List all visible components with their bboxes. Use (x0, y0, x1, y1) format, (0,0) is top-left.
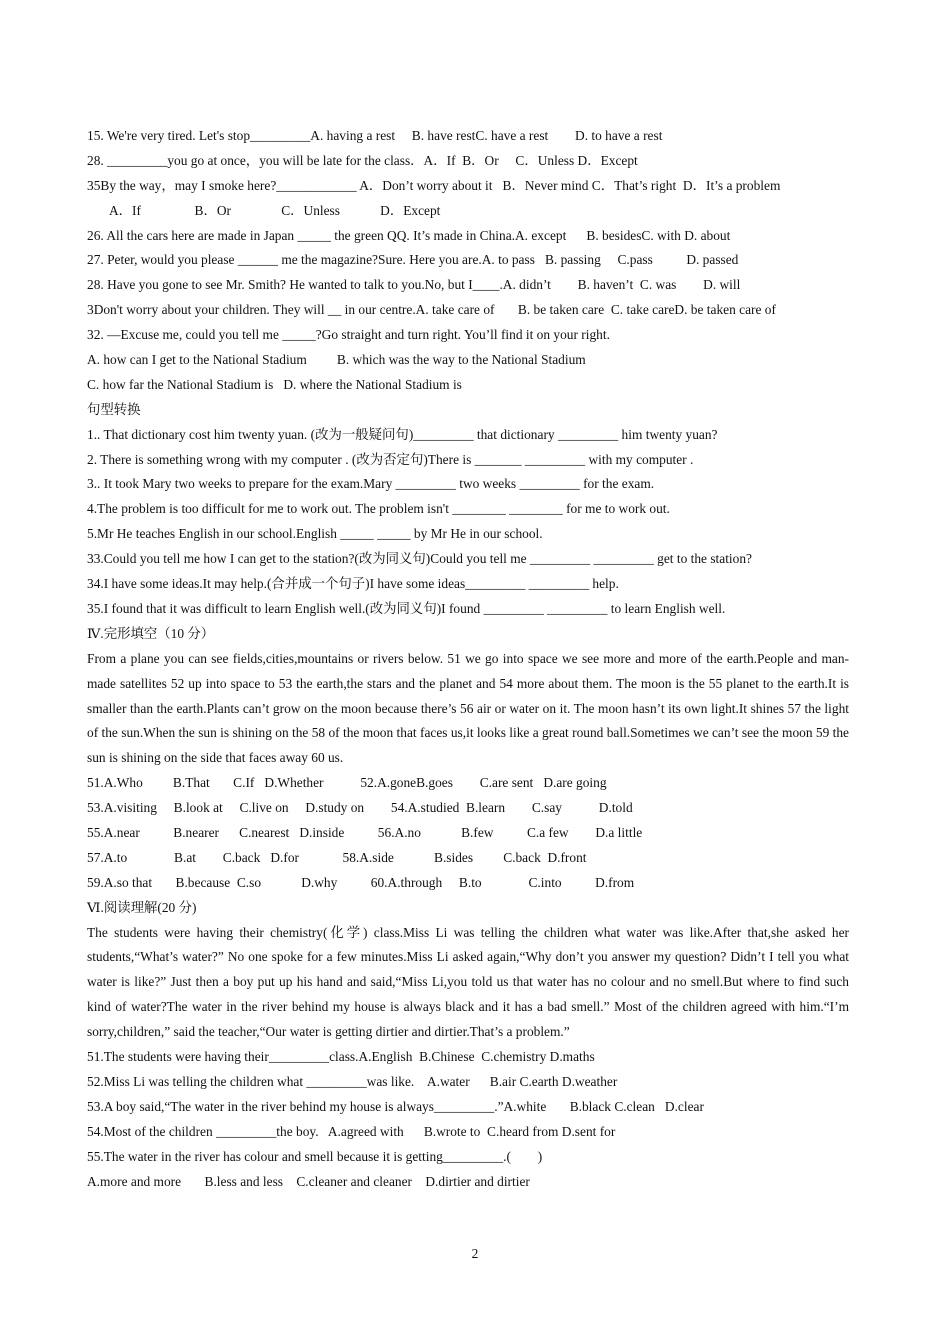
question-line: 26. All the cars here are made in Japan _____ the green QQ. It’s made in China.A. except B. besidesC. with D. about (87, 227, 731, 243)
cloze-options-line: 51.A.Who B.That C.If D.Whether 52.A.goneB.goes C.are sent D.are going (87, 775, 607, 791)
question-line: 28. Have you gone to see Mr. Smith? He wanted to talk to you.No, but I____.A. didn’t B. haven’t C. was D. will (87, 277, 741, 293)
reading-question: 51.The students were having their_________class.A.English B.Chinese C.chemistry D.maths (87, 1049, 595, 1065)
question-line: 27. Peter, would you please ______ me the magazine?Sure. Here you are.A. to pass B. passing C.pass D. passed (87, 252, 739, 268)
question-line: 15. We're very tired. Let's stop_________A. having a rest B. have restC. have a rest D. to have a rest (87, 128, 663, 143)
transform-line: 35.I found that it was difficult to learn English well.(改为同义句)I found _________ _________ to learn English well. (87, 600, 726, 616)
transform-line: 3.. It took Mary two weeks to prepare for the exam.Mary _________ two weeks _________ for the exam. (87, 476, 655, 492)
section-heading: Ⅵ.阅读理解(20 分) (87, 899, 197, 915)
options-line: C. how far the National Stadium is D. where the National Stadium is (87, 376, 462, 392)
reading-question: 55.The water in the river has colour and smell because it is getting_________.( ) (87, 1148, 543, 1164)
cloze-options-line: 53.A.visiting B.look at C.live on D.study on 54.A.studied B.learn C.say D.told (87, 800, 633, 816)
cloze-options-line: 59.A.so that B.because C.so D.why 60.A.through B.to C.into D.from (87, 874, 635, 890)
question-line: 28. _________you go at once，you will be late for the class．A．If B．Or C．Unless D．Except (87, 152, 638, 168)
reading-options: A.more and more B.less and less C.cleaner and cleaner D.dirtier and dirtier (87, 1173, 530, 1189)
options-line: A．If B．Or C．Unless D．Except (109, 202, 441, 218)
transform-line: 4.The problem is too difficult for me to work out. The problem isn't ________ ________ for me to work out. (87, 501, 670, 517)
cloze-options-line: 55.A.near B.nearer C.nearest D.inside 56.A.no B.few C.a few D.a little (87, 825, 643, 841)
transform-line: 34.I have some ideas.It may help.(合并成一个句子)I have some ideas_________ _________ help. (87, 576, 619, 592)
transform-line: 5.Mr He teaches English in our school.English _____ _____ by Mr He in our school. (87, 526, 543, 542)
transform-line: 33.Could you tell me how I can get to the station?(改为同义句)Could you tell me _________ _________ get to the station? (87, 551, 752, 567)
reading-question: 54.Most of the children _________the boy. A.agreed with B.wrote to C.heard from D.sent for (87, 1123, 616, 1139)
transform-line: 2. There is something wrong with my computer . (改为否定句)There is _______ _________ with my computer . (87, 451, 694, 467)
question-line: 32. —Excuse me, could you tell me _____?Go straight and turn right. You’ll find it on your right. (87, 327, 610, 343)
question-line: 3Don't worry about your children. They will __ in our centre.A. take care of B. be taken care C. take careD. be taken care of (87, 302, 776, 318)
section-heading: Ⅳ.完形填空（10 分） (87, 625, 215, 641)
page-number: 2 (471, 1246, 479, 1261)
reading-question: 52.Miss Li was telling the children what _________was like. A.water B.air C.earth D.weather (87, 1074, 618, 1089)
reading-question: 53.A boy said,“The water in the river behind my house is always_________.”A.white B.black C.clean D.clear (87, 1098, 704, 1114)
reading-passage: The students were having their chemistry(化学) class.Miss Li was telling the children what water was like.After that,she asked her students,“What’s water?” No one spoke for a few minutes.Miss Li asked again,“Why don’t you answer my question? Didn’t I tell you what water is like?” Just then a boy put up his hand and said,“Miss Li,you told us that water has no colour and no smell.But where to find such kind of water?The water in the river behind my house is always black and it has a bad smell.” Most of the children agreed with him.“I’m sorry,children,” said the teacher,“Our water is getting dirtier and dirtier.That’s a problem.” (87, 924, 849, 1040)
cloze-options-line: 57.A.to B.at C.back D.for 58.A.side B.sides C.back D.front (87, 849, 587, 865)
transform-line: 1.. That dictionary cost him twenty yuan. (改为一般疑问句)_________ that dictionary _________ him twenty yuan? (87, 426, 718, 442)
options-line: A. how can I get to the National Stadium B. which was the way to the National Stadium (87, 352, 586, 368)
cloze-passage: From a plane you can see fields,cities,mountains or rivers below. 51 we go into space we see more and more of the earth.People and man-made satellites 52 up into space to 53 the earth,the stars and the planet and 54 more about them. The moon is the 55 planet to the earth.It is smaller than the earth.Plants can’t grow on the moon because there’s 56 air or water on it. The moon hasn’t its own light.It shines 57 the light of the sun.When the sun is shining on the 58 of the moon that faces us,it looks like a great round ball.Sometimes we can’t see the moon 59 the sun is shining on the side that faces away 60 us. (87, 650, 849, 766)
section-heading: 句型转换 (87, 401, 141, 417)
question-line: 35By the way，may I smoke here?____________ A．Don’t worry about it B．Never mind C．That’s right D．It’s a problem (87, 177, 781, 193)
document-page (87, 124, 849, 1194)
